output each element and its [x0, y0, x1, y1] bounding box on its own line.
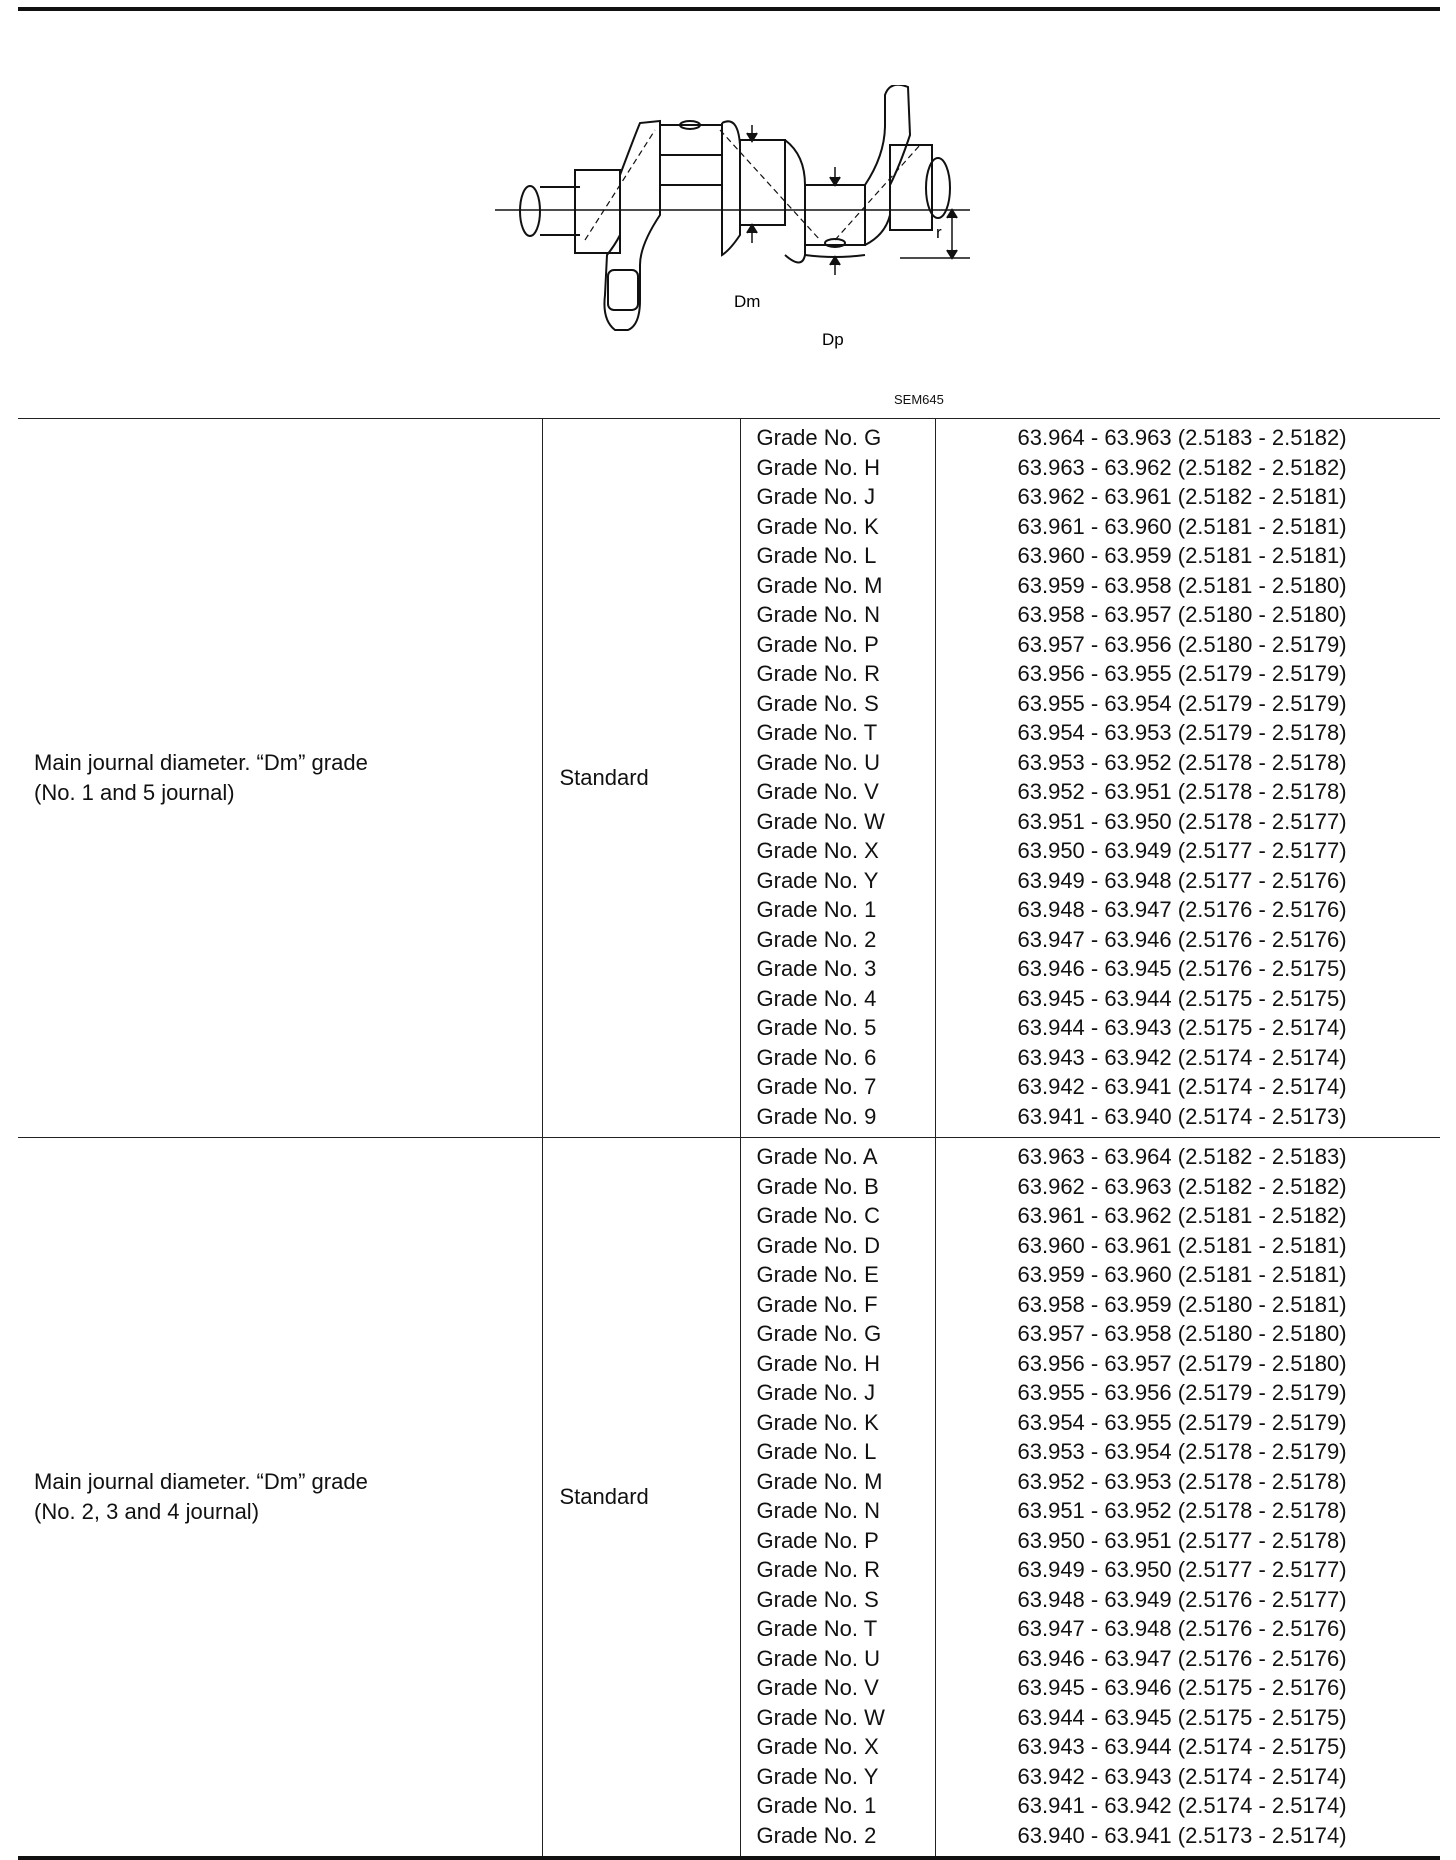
- grade-label: Grade No. W: [756, 808, 885, 834]
- grade-label: Grade No. C: [756, 1203, 880, 1228]
- diameter-value: 63.944 - 63.943 (2.5175 - 2.5174): [1017, 1015, 1347, 1040]
- grade-label: Grade No. J: [756, 1380, 876, 1405]
- diameter-value: 63.949 - 63.950 (2.5177 - 2.5177): [1017, 1557, 1347, 1582]
- grade-label: Grade No. 6: [756, 1044, 877, 1070]
- grade-label: Grade No. T: [756, 1616, 878, 1641]
- dm-label: Dm: [734, 292, 761, 311]
- diameter-value: 63.960 - 63.961 (2.5181 - 2.5181): [1017, 1232, 1347, 1258]
- item-journal: (No. 1 and 5 journal): [34, 780, 235, 805]
- diameter-value: 63.956 - 63.955 (2.5179 - 2.5179): [1017, 661, 1347, 686]
- diameter-value: 63.956 - 63.957 (2.5179 - 2.5180): [1017, 1350, 1347, 1376]
- diameter-value: 63.958 - 63.959 (2.5180 - 2.5181): [1017, 1291, 1347, 1317]
- spec-table-body: [18, 419, 1440, 1859]
- diameter-value: 63.955 - 63.954 (2.5179 - 2.5179): [1017, 690, 1347, 716]
- grade-label: Grade No. 1: [756, 897, 877, 922]
- diameter-value: 63.945 - 63.944 (2.5175 - 2.5175): [1017, 985, 1347, 1011]
- diameter-value: 63.959 - 63.960 (2.5181 - 2.5181): [1017, 1262, 1347, 1287]
- item-name: Main journal diameter. “Dm” grade: [34, 750, 368, 775]
- grade-label: Grade No. 9: [756, 1103, 877, 1129]
- diameter-value: 63.943 - 63.942 (2.5174 - 2.5174): [1017, 1044, 1347, 1070]
- grade-label: Grade No. 2: [756, 1822, 877, 1848]
- grade-label: Grade No. U: [756, 749, 880, 775]
- dp-label: Dp: [822, 330, 844, 349]
- condition-cell: Standard: [542, 1138, 740, 1859]
- value-cell: [935, 419, 1440, 1138]
- diameter-value: 63.952 - 63.951 (2.5178 - 2.5178): [1017, 779, 1347, 804]
- grade-label: Grade No. X: [756, 1734, 879, 1759]
- item-name: Main journal diameter. “Dm” grade: [34, 1469, 368, 1494]
- diameter-value: 63.961 - 63.960 (2.5181 - 2.5181): [1017, 513, 1347, 539]
- diameter-value: 63.954 - 63.955 (2.5179 - 2.5179): [1017, 1409, 1347, 1435]
- diameter-value: 63.957 - 63.958 (2.5180 - 2.5180): [1017, 1321, 1347, 1346]
- diameter-value: 63.962 - 63.963 (2.5182 - 2.5182): [1017, 1173, 1347, 1199]
- diameter-value: 63.951 - 63.950 (2.5178 - 2.5177): [1017, 808, 1347, 834]
- grade-label: Grade No. 3: [756, 956, 877, 981]
- grade-label: Grade No. F: [756, 1291, 878, 1317]
- grade-label: Grade No. U: [756, 1645, 880, 1671]
- diameter-value: 63.957 - 63.956 (2.5180 - 2.5179): [1017, 631, 1347, 657]
- grade-label: Grade No. K: [756, 513, 879, 539]
- diameter-value: 63.952 - 63.953 (2.5178 - 2.5178): [1017, 1468, 1347, 1494]
- grade-label: Grade No. V: [756, 779, 879, 804]
- diameter-value: 63.941 - 63.940 (2.5174 - 2.5173): [1017, 1103, 1347, 1129]
- grade-label: Grade No. Y: [756, 1763, 879, 1789]
- spec-row: [18, 419, 1440, 1138]
- grade-label: Grade No. N: [756, 602, 880, 627]
- diameter-value: 63.945 - 63.946 (2.5175 - 2.5176): [1017, 1675, 1347, 1700]
- grade-label: Grade No. R: [756, 661, 880, 686]
- diameter-value: 63.953 - 63.954 (2.5178 - 2.5179): [1017, 1439, 1347, 1464]
- top-rule: [18, 7, 1440, 11]
- grade-label: Grade No. E: [756, 1262, 879, 1287]
- diameter-value: 63.946 - 63.947 (2.5176 - 2.5176): [1017, 1645, 1347, 1671]
- condition-cell: Standard: [542, 419, 740, 1138]
- grade-label: Grade No. N: [756, 1498, 880, 1523]
- diameter-value: 63.950 - 63.951 (2.5177 - 2.5178): [1017, 1527, 1347, 1553]
- diameter-value: 63.958 - 63.957 (2.5180 - 2.5180): [1017, 602, 1347, 627]
- grade-label: Grade No. M: [756, 572, 883, 598]
- grade-cell: [740, 419, 935, 1138]
- grade-label: Grade No. G: [756, 1321, 882, 1346]
- diameter-value: 63.951 - 63.952 (2.5178 - 2.5178): [1017, 1498, 1347, 1523]
- grade-label: Grade No. 5: [756, 1015, 877, 1040]
- grade-label: Grade No. Y: [756, 867, 879, 893]
- grade-label: Grade No. S: [756, 1586, 879, 1612]
- diameter-value: 63.942 - 63.943 (2.5174 - 2.5174): [1017, 1763, 1347, 1789]
- grade-label: Grade No. B: [756, 1173, 879, 1199]
- grade-label: Grade No. 4: [756, 985, 877, 1011]
- diameter-value: 63.948 - 63.949 (2.5176 - 2.5177): [1017, 1586, 1347, 1612]
- r-label: r: [936, 223, 942, 242]
- diameter-value: 63.961 - 63.962 (2.5181 - 2.5182): [1017, 1203, 1347, 1228]
- diameter-value: 63.953 - 63.952 (2.5178 - 2.5178): [1017, 749, 1347, 775]
- grade-label: Grade No. T: [756, 720, 878, 745]
- grade-label: Grade No. 1: [756, 1793, 877, 1818]
- grade-label: Grade No. L: [756, 1439, 877, 1464]
- grade-label: Grade No. X: [756, 838, 879, 863]
- grade-label: Grade No. S: [756, 690, 879, 716]
- grade-label: Grade No. K: [756, 1409, 879, 1435]
- diameter-value: 63.944 - 63.945 (2.5175 - 2.5175): [1017, 1704, 1347, 1730]
- grade-label: Grade No. G: [756, 425, 882, 450]
- grade-label: Grade No. L: [756, 543, 877, 568]
- figure-code: SEM645: [894, 392, 944, 407]
- diameter-value: 63.955 - 63.956 (2.5179 - 2.5179): [1017, 1380, 1347, 1405]
- grade-label: Grade No. W: [756, 1704, 885, 1730]
- crankshaft-figure: [490, 85, 980, 370]
- diameter-value: 63.943 - 63.944 (2.5174 - 2.5175): [1017, 1734, 1347, 1759]
- grade-cell: [740, 1138, 935, 1859]
- grade-label: Grade No. H: [756, 454, 880, 480]
- item-cell: [18, 419, 542, 1138]
- grade-label: Grade No. M: [756, 1468, 883, 1494]
- diameter-value: 63.948 - 63.947 (2.5176 - 2.5176): [1017, 897, 1347, 922]
- diameter-value: 63.942 - 63.941 (2.5174 - 2.5174): [1017, 1074, 1347, 1099]
- diameter-value: 63.947 - 63.946 (2.5176 - 2.5176): [1017, 926, 1347, 952]
- value-cell: [935, 1138, 1440, 1859]
- item-cell: [18, 1138, 542, 1859]
- spec-table: [18, 418, 1440, 1860]
- grade-label: Grade No. P: [756, 1527, 879, 1553]
- diameter-value: 63.960 - 63.959 (2.5181 - 2.5181): [1017, 543, 1347, 568]
- diameter-value: 63.963 - 63.964 (2.5182 - 2.5183): [1017, 1144, 1347, 1169]
- diameter-value: 63.954 - 63.953 (2.5179 - 2.5178): [1017, 720, 1347, 745]
- grade-label: Grade No. D: [756, 1232, 880, 1258]
- grade-label: Grade No. R: [756, 1557, 880, 1582]
- grade-label: Grade No. H: [756, 1350, 880, 1376]
- diameter-value: 63.940 - 63.941 (2.5173 - 2.5174): [1017, 1822, 1347, 1848]
- grade-label: Grade No. P: [756, 631, 879, 657]
- grade-label: Grade No. 2: [756, 926, 877, 952]
- diameter-value: 63.949 - 63.948 (2.5177 - 2.5176): [1017, 867, 1347, 893]
- grade-label: Grade No. 7: [756, 1074, 877, 1099]
- diameter-value: 63.941 - 63.942 (2.5174 - 2.5174): [1017, 1793, 1347, 1818]
- spec-row: [18, 1138, 1440, 1859]
- diameter-value: 63.959 - 63.958 (2.5181 - 2.5180): [1017, 572, 1347, 598]
- grade-label: Grade No. J: [756, 484, 876, 509]
- crankshaft-drawing: [490, 85, 980, 370]
- item-journal: (No. 2, 3 and 4 journal): [34, 1499, 260, 1524]
- diameter-value: 63.947 - 63.948 (2.5176 - 2.5176): [1017, 1616, 1347, 1641]
- diameter-value: 63.946 - 63.945 (2.5176 - 2.5175): [1017, 956, 1347, 981]
- diameter-value: 63.964 - 63.963 (2.5183 - 2.5182): [1017, 425, 1347, 450]
- diameter-value: 63.962 - 63.961 (2.5182 - 2.5181): [1017, 484, 1347, 509]
- diameter-value: 63.963 - 63.962 (2.5182 - 2.5182): [1017, 454, 1347, 480]
- grade-label: Grade No. V: [756, 1675, 879, 1700]
- diameter-value: 63.950 - 63.949 (2.5177 - 2.5177): [1017, 838, 1347, 863]
- grade-label: Grade No. A: [756, 1144, 878, 1169]
